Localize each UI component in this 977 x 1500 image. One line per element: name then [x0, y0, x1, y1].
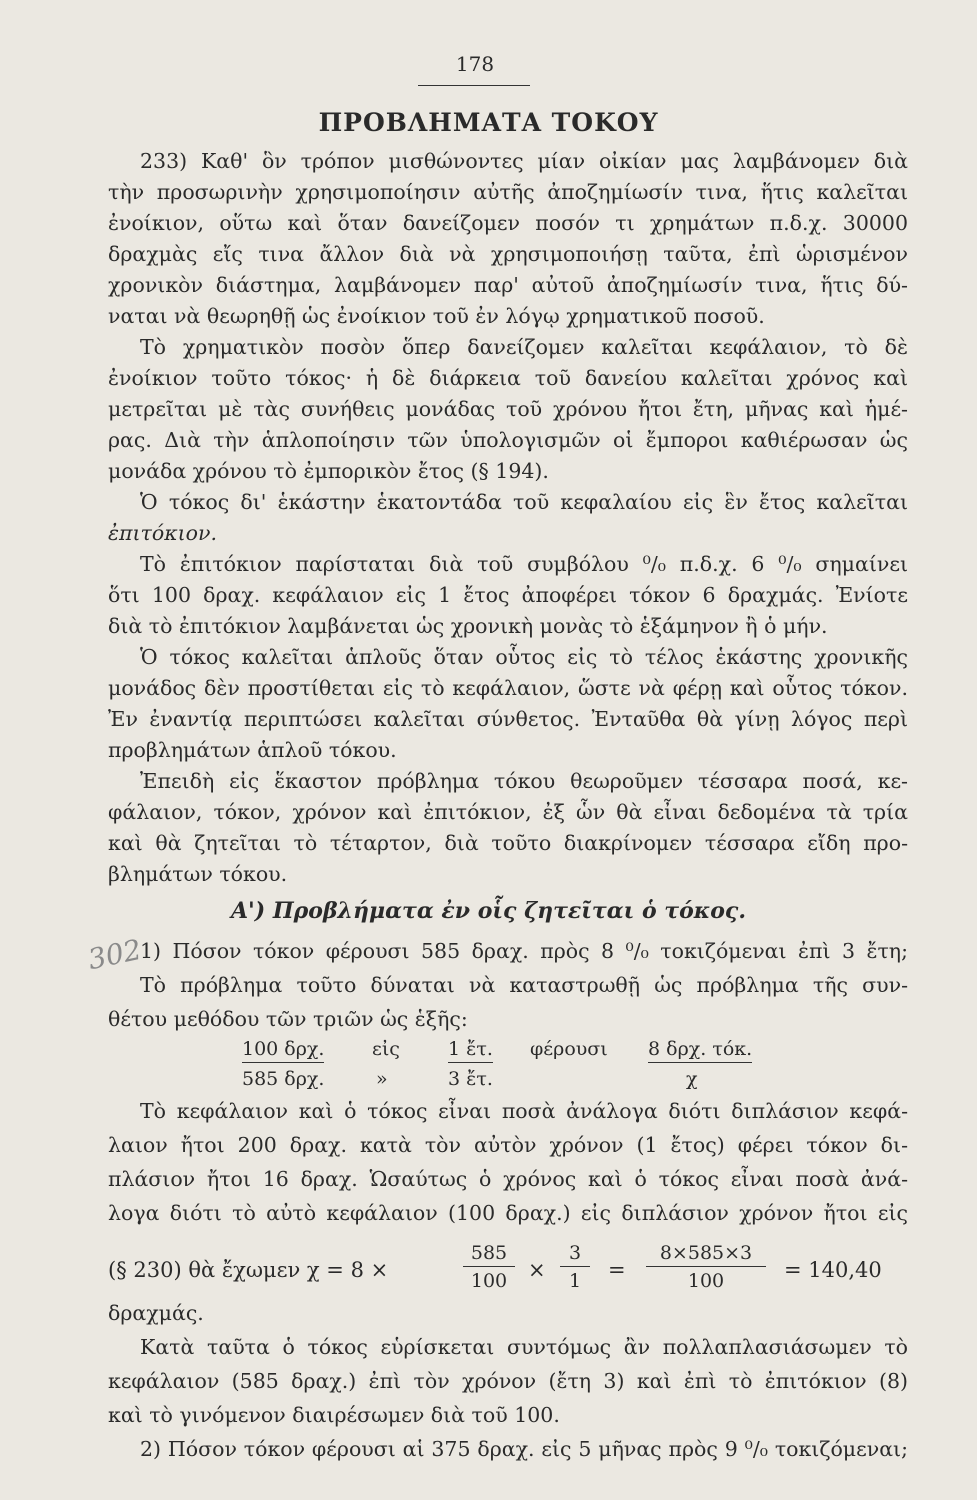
text-line: τὴν προσωρινὴν χρησιμοποίησιν αὐτῆς ἀποζημίωσίν τινα, ἥτις καλεῖται	[108, 180, 908, 204]
text-line: Ὁ τόκος καλεῖται ἁπλοῦς ὅταν οὗτος εἰς τὸ τέλος ἑκάστης χρονικῆς	[140, 645, 908, 669]
text-line: δραχμὰς εἴς τινα ἄλλον διὰ νὰ χρησιμοποιήσῃ ταῦτα, ἐπὶ ὡρισμένον	[108, 242, 908, 266]
text-line: ρας. Διὰ τὴν ἁπλοποίησιν τῶν ὑπολογισμῶν οἱ ἔμποροι καθιέρωσαν ὡς	[108, 428, 908, 452]
proportion-cell: 1 ἔτ.	[448, 1038, 493, 1063]
formula-result: = 140,40	[784, 1258, 882, 1282]
text-line: καὶ τὸ γινόμενον διαιρέσωμεν διὰ τοῦ 100.	[108, 1403, 560, 1427]
text-line: δραχμάς.	[108, 1301, 204, 1325]
text-line: μετρεῖται μὲ τὰς συνήθεις μονάδας τοῦ χρόνου ἤτοι ἔτη, μῆνας καὶ ἡμέ-	[108, 397, 908, 421]
proportion-cell: »	[376, 1068, 388, 1090]
formula-equals: =	[608, 1258, 626, 1282]
text-line: χρονικὸν διάστημα, λαμβάνομεν παρ' αὐτοῦ ἀποζημίωσίν τινα, ἥτις δύ-	[108, 273, 908, 297]
text-line: πλάσιον ἤτοι 16 δραχ. Ὡσαύτως ὁ χρόνος καὶ ὁ τόκος εἶναι ποσὰ ἀνά-	[108, 1167, 908, 1191]
page-number: 178	[455, 52, 495, 76]
fraction	[560, 1240, 590, 1293]
proportion-cell: 585 δρχ.	[242, 1068, 325, 1090]
text-line: Ὁ τόκος δι' ἑκάστην ἑκατοντάδα τοῦ κεφαλαίου εἰς ἓν ἔτος καλεῖται	[140, 490, 908, 514]
text-line: βλημάτων τόκου.	[108, 862, 288, 886]
formula-times: ×	[528, 1258, 546, 1282]
text-line: ἐνοίκιον τοῦτο τόκος· ἡ δὲ διάρκεια τοῦ δανείου καλεῖται χρόνος καὶ	[108, 366, 908, 390]
text-line: Τὸ κεφάλαιον καὶ ὁ τόκος εἶναι ποσὰ ἀνάλογα διότι διπλάσιον κεφά-	[140, 1099, 908, 1123]
section-heading: Α') Προβλήματα ἐν οἷς ζητεῖται ὁ τόκος.	[230, 898, 746, 924]
text-line: ἐνοίκιον, οὕτω καὶ ὅταν δανείζομεν ποσόν τι χρημάτων π.δ.χ. 30000	[108, 211, 908, 235]
text-line: διὰ τὸ ἐπιτόκιον λαμβάνεται ὡς χρονικὴ μονὰς τὸ ἑξάμηνον ἢ ὁ μήν.	[108, 614, 828, 638]
text-line: προβλημάτων ἁπλοῦ τόκου.	[108, 738, 397, 762]
text-line: μονάδος δὲν προστίθεται εἰς τὸ κεφάλαιον, ὥστε νὰ φέρῃ καὶ οὗτος τόκον.	[108, 676, 908, 700]
text-line: ὅτι 100 δραχ. κεφάλαιον εἰς 1 ἔτος ἀποφέρει τόκον 6 δραχμάς. Ἐνίοτε	[108, 583, 908, 607]
margin-handwriting: 302	[85, 932, 145, 977]
text-line: ἐπιτόκιον.	[108, 521, 217, 545]
fraction-numerator: 8×585×3	[646, 1240, 766, 1267]
fraction-denominator: 1	[568, 1270, 582, 1292]
fraction-numerator: 3	[560, 1240, 590, 1267]
text-line: Τὸ πρόβλημα τοῦτο δύναται νὰ καταστρωθῇ ὡς πρόβλημα τῆς συν-	[140, 973, 908, 997]
text-line: ναται νὰ θεωρηθῇ ὡς ἐνοίκιον τοῦ ἐν λόγῳ χρηματικοῦ ποσοῦ.	[108, 304, 765, 328]
fraction	[463, 1240, 515, 1293]
text-line: Τὸ ἐπιτόκιον παρίσταται διὰ τοῦ συμβόλου ⁰/₀ π.δ.χ. 6 ⁰/₀ σημαίνει	[140, 552, 908, 576]
page-title: ΠΡΟΒΛΗΜΑΤΑ ΤΟΚΟΥ	[318, 108, 659, 137]
formula-prefix: (§ 230) θὰ ἔχωμεν χ = 8 ×	[108, 1258, 389, 1282]
proportion-cell: εἰς	[372, 1038, 400, 1060]
text-line: Τὸ χρηματικὸν ποσὸν ὅπερ δανείζομεν καλεῖται κεφάλαιον, τὸ δὲ	[140, 335, 908, 359]
text-line: Κατὰ ταῦτα ὁ τόκος εὑρίσκεται συντόμως ἂν πολλαπλασιάσωμεν τὸ	[140, 1335, 908, 1359]
text-line: Ἐπειδὴ εἰς ἕκαστον πρόβλημα τόκου θεωροῦμεν τέσσαρα ποσά, κε-	[140, 769, 908, 793]
page-number-rule	[418, 85, 530, 86]
proportion-cell: 8 δρχ. τόκ.	[648, 1038, 752, 1063]
text-line: λογα διότι τὸ αὐτὸ κεφάλαιον (100 δραχ.) εἰς διπλάσιον χρόνον ἤτοι εἰς	[108, 1201, 908, 1225]
fraction-denominator: 100	[470, 1270, 508, 1292]
text-line: κεφάλαιον (585 δραχ.) ἐπὶ τὸν χρόνον (ἔτη 3) καὶ ἐπὶ τὸ ἐπιτόκιον (8)	[108, 1369, 908, 1393]
text-line: μονάδα χρόνου τὸ ἐμπορικὸν ἔτος (§ 194).	[108, 459, 549, 483]
fraction-numerator: 585	[463, 1240, 515, 1267]
fraction-denominator: 100	[687, 1270, 725, 1292]
interest-formula	[108, 1240, 918, 1302]
text-line: Ἐν ἐναντίᾳ περιπτώσει καλεῖται σύνθετος. Ἐνταῦθα θὰ γίνῃ λόγος περὶ	[108, 707, 908, 731]
text-line: φάλαιον, τόκον, χρόνον καὶ ἐπιτόκιον, ἐξ ὧν θὰ εἶναι δεδομένα τὰ τρία	[108, 800, 908, 824]
proportion-cell: 3 ἔτ.	[448, 1068, 493, 1090]
proportion-cell: χ	[686, 1068, 698, 1090]
proportion-cell: φέρουσι	[530, 1038, 608, 1060]
text-line: 2) Πόσον τόκον φέρουσι αἱ 375 δραχ. εἰς 5 μῆνας πρὸς 9 ⁰/₀ τοκιζόμεναι;	[140, 1437, 908, 1461]
text-line: λαιον ἤτοι 200 δραχ. κατὰ τὸν αὐτὸν χρόνον (1 ἔτος) φέρει τόκον δι-	[108, 1133, 908, 1157]
text-line: καὶ θὰ ζητεῖται τὸ τέταρτον, διὰ τοῦτο διακρίνομεν τέσσαρα εἴδη προ-	[108, 831, 908, 855]
text-line: θέτου μεθόδου τῶν τριῶν ὡς ἑξῆς:	[108, 1007, 468, 1031]
proportion-cell: 100 δρχ.	[242, 1038, 324, 1063]
fraction	[646, 1240, 766, 1293]
text-line: 233) Καθ' ὃν τρόπον μισθώνοντες μίαν οἰκίαν μας λαμβάνομεν διὰ	[140, 149, 908, 173]
text-line: 1) Πόσον τόκον φέρουσι 585 δραχ. πρὸς 8 ⁰/₀ τοκιζόμεναι ἐπὶ 3 ἔτη;	[140, 939, 908, 963]
